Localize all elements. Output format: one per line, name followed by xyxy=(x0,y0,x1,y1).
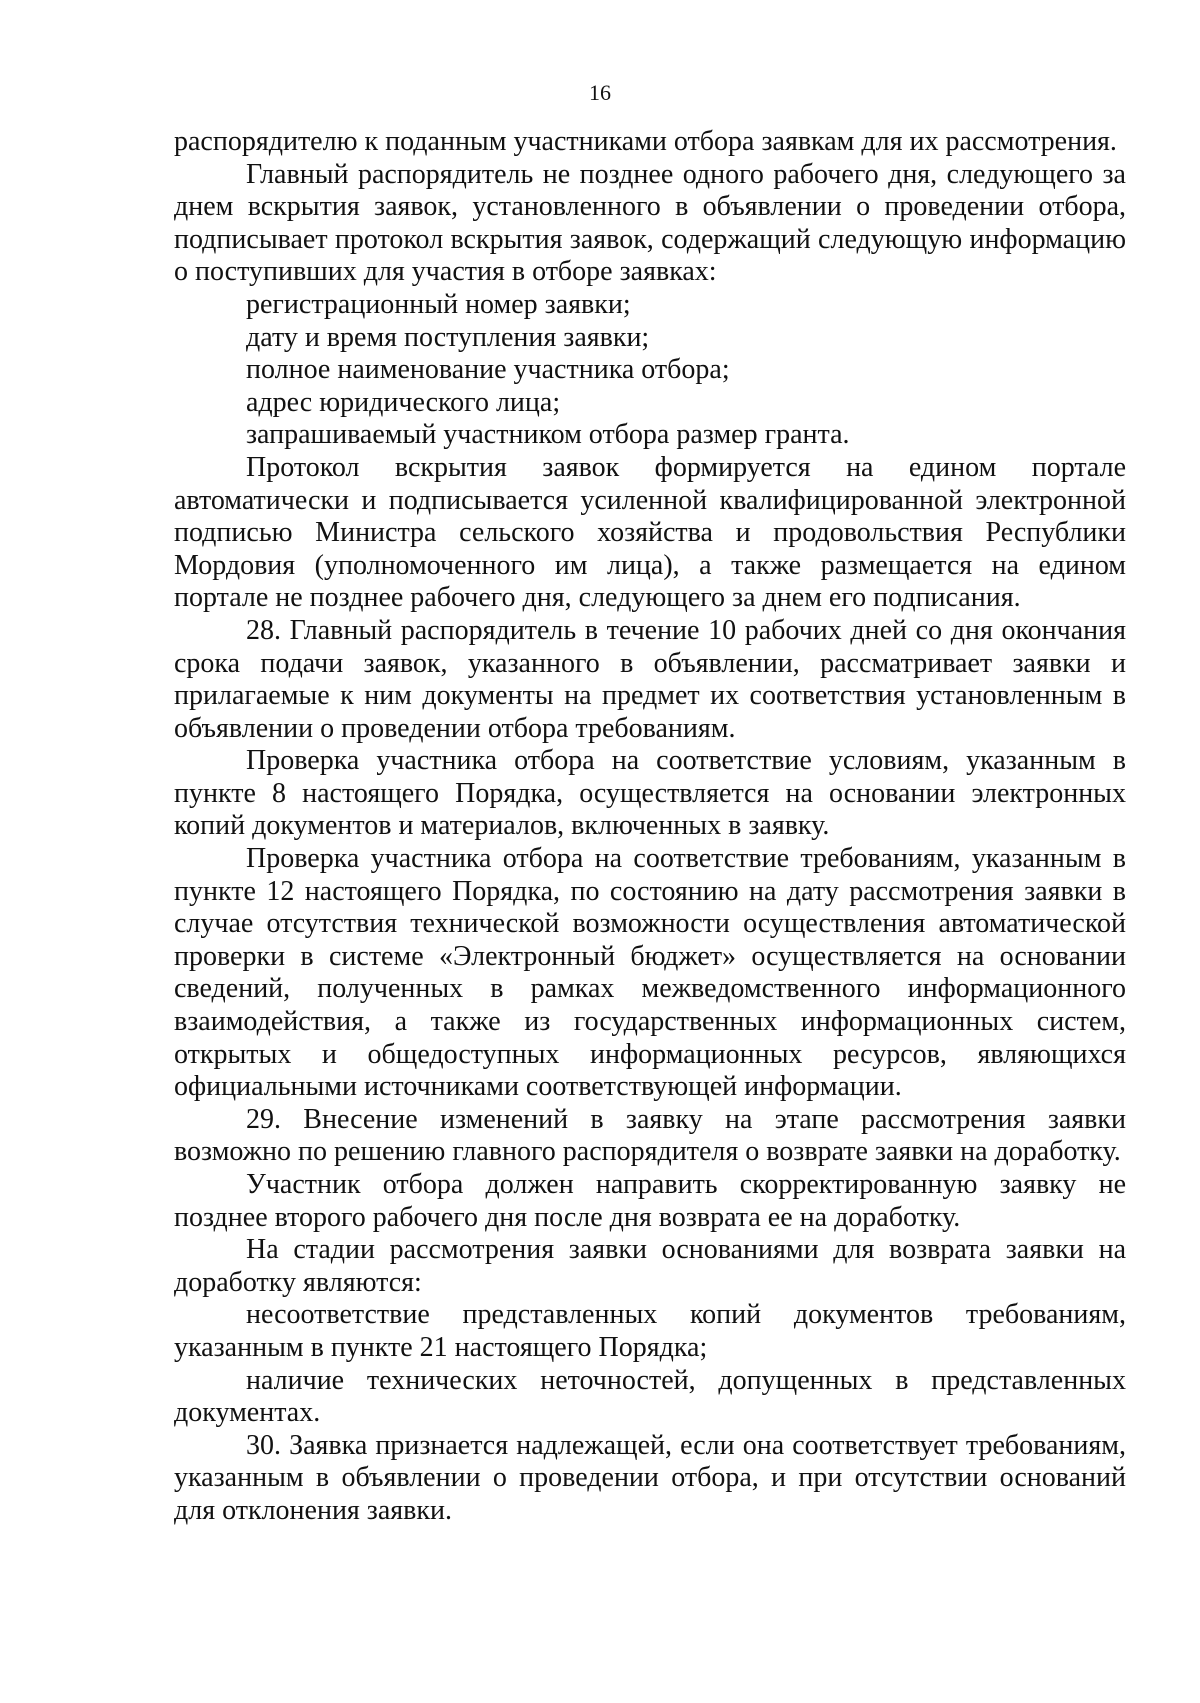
list-item-legal-address: адрес юридического лица; xyxy=(246,386,561,418)
paragraph-corrected-application: Участник отбора должен направить скорректированную заявку не позднее второго рабочего дня после дня возврата ее на доработку. xyxy=(174,1169,1126,1233)
paragraph-protocol-formation: Протокол вскрытия заявок формируется на едином портале автоматически и подписывается усиленной квалифицированной электронной подписью Министра сельского хозяйства и продовольствия Республики Мордовия (уполномоченного им лица), а также размещается на едином портале не позднее рабочего дня, следующего за днем его подписания. xyxy=(174,451,1126,614)
list-item-date-time: дату и время поступления заявки; xyxy=(246,321,650,353)
paragraph-return-grounds: На стадии рассмотрения заявки основаниями для возврата заявки на доработку являются: xyxy=(174,1234,1126,1298)
list-item-grant-amount: запрашиваемый участником отбора размер гранта. xyxy=(246,419,850,451)
paragraph-continuation: распорядителю к поданным участниками отбора заявкам для их рассмотрения. xyxy=(174,126,1117,157)
paragraph-ground-inaccuracies: наличие технических неточностей, допущенных в представленных документах. xyxy=(174,1364,1126,1429)
page-number: 16 xyxy=(589,80,611,105)
list-item-registration-number: регистрационный номер заявки; xyxy=(246,288,631,320)
paragraph-requirements-check: Проверка участника отбора на соответствие требованиям, указанным в пункте 12 настоящего Порядка, по состоянию на дату рассмотрения заявки в случае отсутствия технической возможности осуществления автоматической проверки в системе «Электронный бюджет» осуществляется на основании сведений, полученных в рамках межведомственного информационного взаимодействия, а также из государственных информационных систем, открытых и общедоступных информационных ресурсов, являющихся официальными источниками соответствующей информации. xyxy=(174,843,1126,1103)
paragraph-item-28: 28. Главный распорядитель в течение 10 рабочих дней со дня окончания срока подачи заявок, указанного в объявлении, рассматривает заявки и прилагаемые к ним документы на предмет их соответствия установленным в объявлении о проведении отбора требованиям. xyxy=(174,614,1126,744)
document-body xyxy=(174,126,1126,1528)
paragraph-item-30: 30. Заявка признается надлежащей, если она соответствует требованиям, указанным в объявлении о проведении отбора, и при отсутствии оснований для отклонения заявки. xyxy=(174,1429,1126,1526)
paragraph-protocol-signing: Главный распорядитель не позднее одного рабочего дня, следующего за днем вскрытия заявок, установленного в объявлении о проведении отбора, подписывает протокол вскрытия заявок, содержащий следующую информацию о поступивших для участия в отборе заявках: xyxy=(174,158,1126,288)
list-item-participant-name: полное наименование участника отбора; xyxy=(246,354,730,386)
paragraph-item-29: 29. Внесение изменений в заявку на этапе рассмотрения заявки возможно по решению главного распорядителя о возврате заявки на доработку. xyxy=(174,1103,1126,1168)
paragraph-conditions-check: Проверка участника отбора на соответствие условиям, указанным в пункте 8 настоящего Порядка, осуществляется на основании электронных копий документов и материалов, включенных в заявку. xyxy=(174,745,1126,842)
paragraph-ground-nonconformity: несоответствие представленных копий документов требованиям, указанным в пункте 21 настоящего Порядка; xyxy=(174,1299,1126,1363)
